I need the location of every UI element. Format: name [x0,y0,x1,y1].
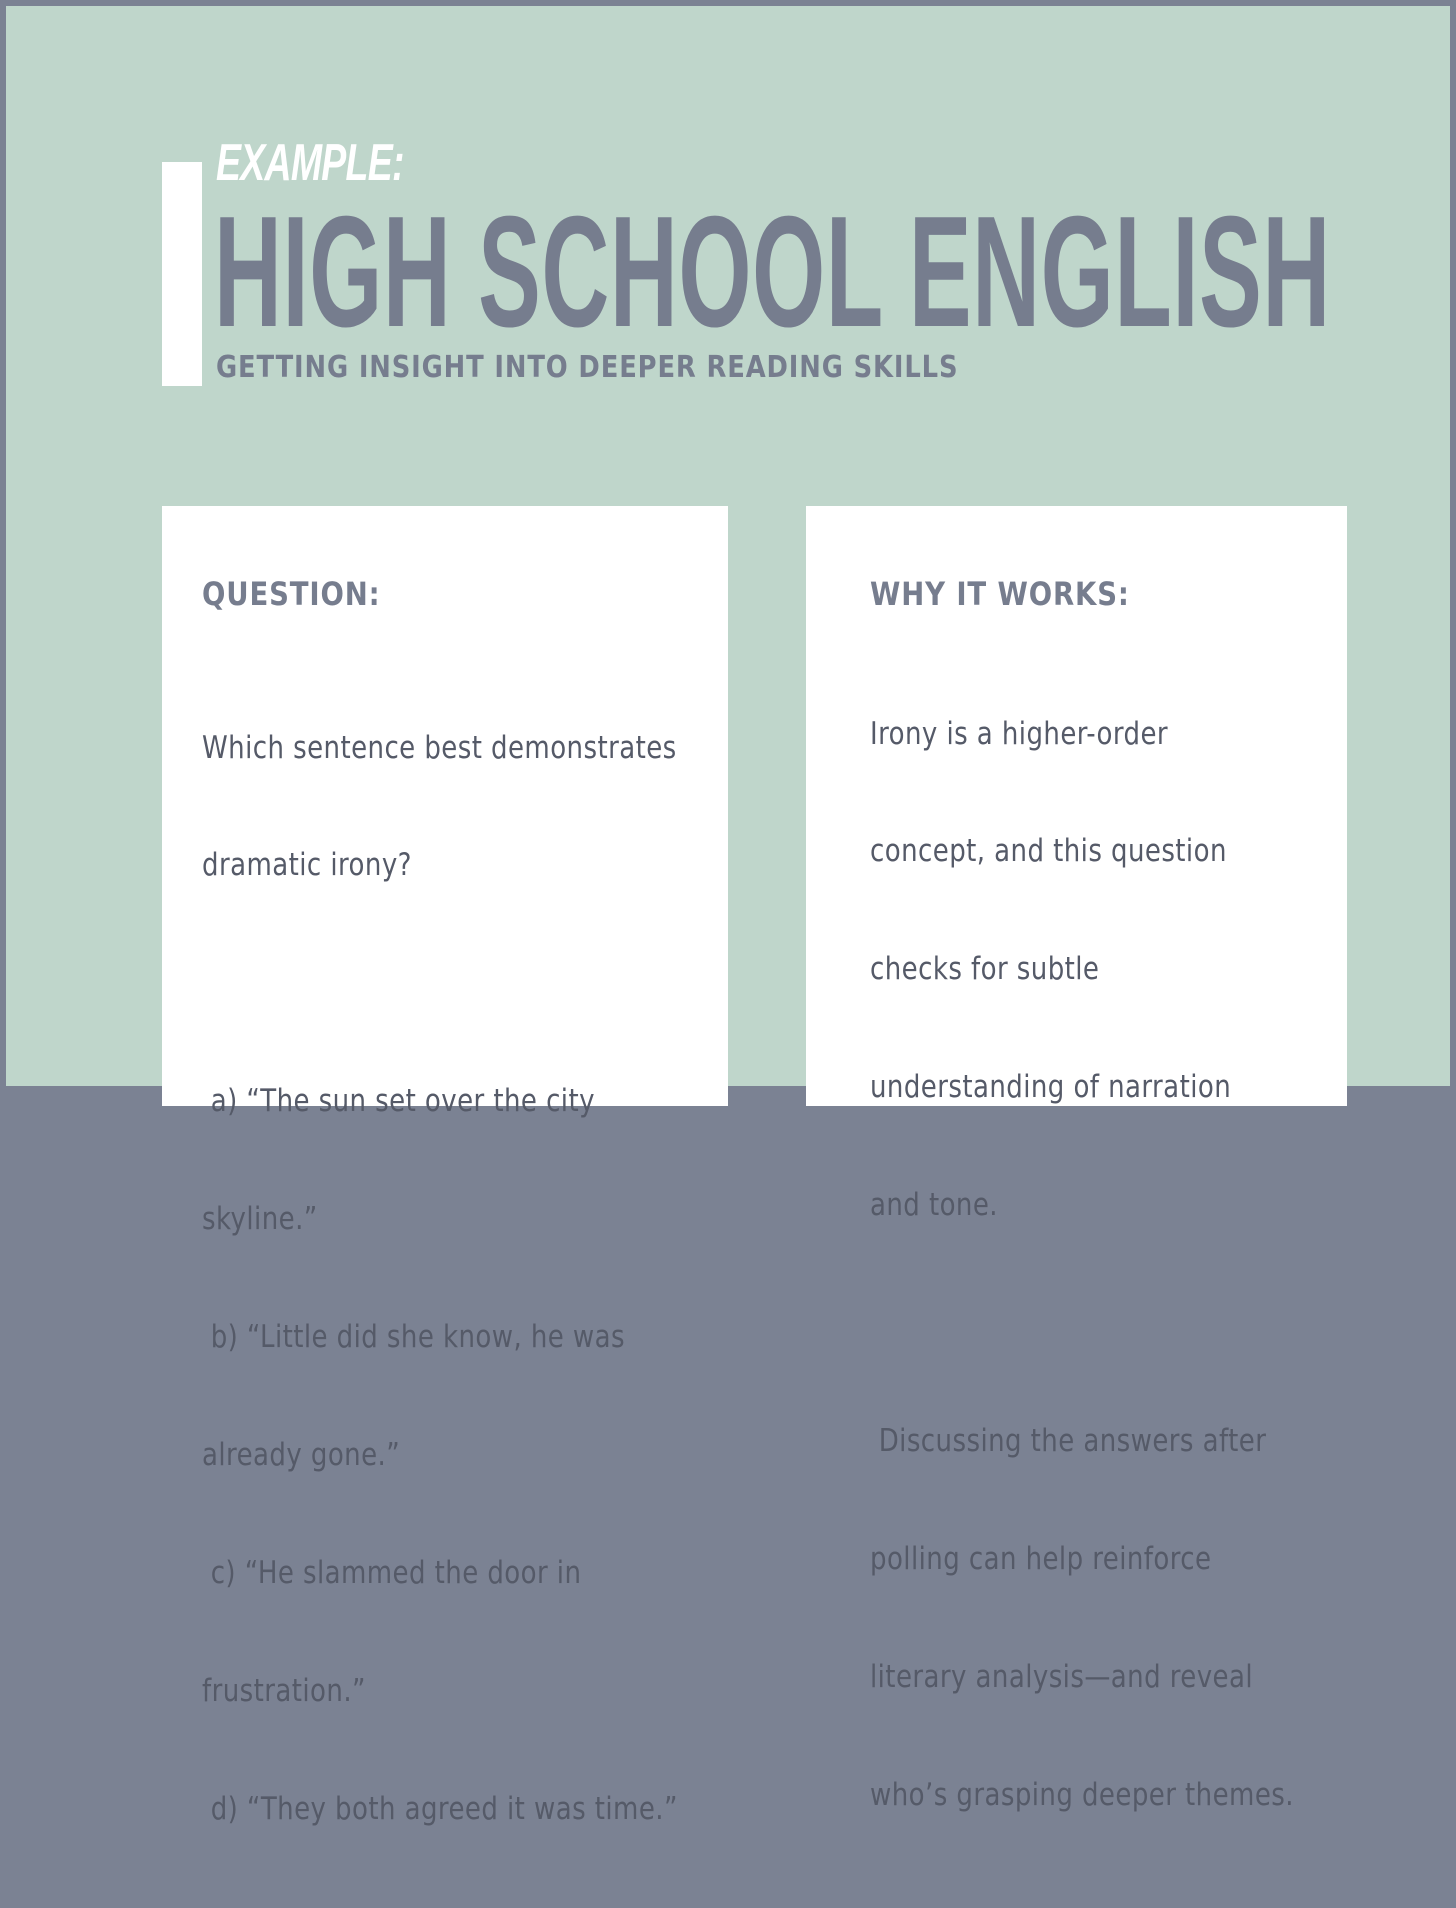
question-line [202,964,678,1003]
question-body [202,650,678,1908]
why-it-works-card [806,506,1347,1813]
answer-option-a: a) “The sun set over the city [202,1083,595,1120]
why-line: and tone. [870,1187,998,1224]
question-card [162,506,728,1827]
answer-option-a-cont: skyline.” [202,1201,318,1238]
answer-option-b: b) “Little did she know, he was [202,1319,626,1356]
why-line: polling can help reinforce [870,1540,1212,1577]
why-line: literary analysis—and reveal [870,1658,1254,1695]
why-body [870,636,1294,1894]
answer-option-b-cont: already gone.” [202,1436,401,1473]
why-line: who’s grasping deeper themes. [870,1776,1294,1813]
page-subtitle: GETTING INSIGHT INTO DEEPER READING SKILLS [216,350,959,385]
why-heading: WHY IT WORKS: [870,575,1130,613]
why-line: concept, and this question [870,833,1227,870]
question-line: dramatic irony? [202,847,412,884]
question-line: Which sentence best demonstrates [202,729,677,766]
why-line: Irony is a higher-order [870,715,1169,752]
why-line: understanding of narration [870,1069,1232,1106]
page-title: HIGH SCHOOL ENGLISH [214,184,1331,360]
why-line: checks for subtle [870,951,1100,988]
why-line [870,1304,1294,1343]
answer-option-c-cont: frustration.” [202,1672,366,1709]
answer-option-d: d) “They both agreed it was time.” [202,1790,678,1827]
page [6,6,1450,1827]
answer-option-c: c) “He slammed the door in [202,1554,582,1591]
why-line: Discussing the answers after [870,1422,1267,1459]
accent-bar [162,162,202,386]
kicker-label: EXAMPLE: [216,134,404,192]
question-heading: QUESTION: [202,575,381,613]
